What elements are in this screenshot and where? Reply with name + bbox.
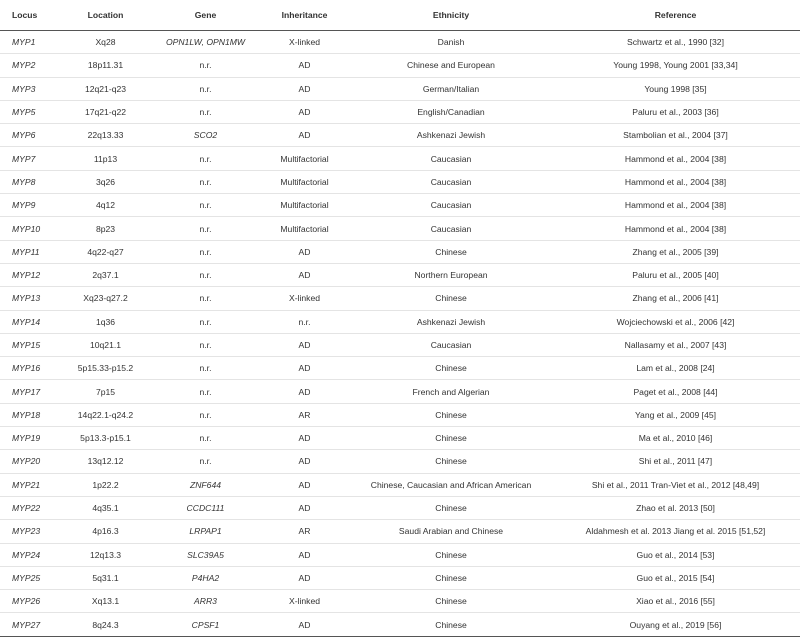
cell-ethnicity: Chinese xyxy=(351,287,551,310)
cell-reference: Hammond et al., 2004 [38] xyxy=(551,147,800,170)
cell-locus: MYP27 xyxy=(0,613,58,636)
cell-location: 1q36 xyxy=(58,310,153,333)
cell-inheritance: AR xyxy=(258,403,351,426)
cell-ethnicity: Chinese xyxy=(351,240,551,263)
cell-locus: MYP19 xyxy=(0,427,58,450)
cell-inheritance: Multifactorial xyxy=(258,170,351,193)
cell-inheritance: AD xyxy=(258,450,351,473)
table-row xyxy=(0,427,800,450)
table-row xyxy=(0,263,800,286)
cell-reference: Zhang et al., 2006 [41] xyxy=(551,287,800,310)
cell-reference: Paget et al., 2008 [44] xyxy=(551,380,800,403)
cell-locus: MYP3 xyxy=(0,77,58,100)
cell-locus: MYP7 xyxy=(0,147,58,170)
cell-ethnicity: Chinese, Caucasian and African American xyxy=(351,473,551,496)
cell-ethnicity: Chinese and European xyxy=(351,54,551,77)
cell-location: 10q21.1 xyxy=(58,333,153,356)
cell-gene: n.r. xyxy=(153,147,258,170)
cell-ethnicity: Northern European xyxy=(351,263,551,286)
cell-gene: SLC39A5 xyxy=(153,543,258,566)
cell-reference: Guo et al., 2015 [54] xyxy=(551,566,800,589)
cell-inheritance: AD xyxy=(258,543,351,566)
cell-location: 7p15 xyxy=(58,380,153,403)
table-row xyxy=(0,310,800,333)
cell-reference: Wojciechowski et al., 2006 [42] xyxy=(551,310,800,333)
cell-location: Xq28 xyxy=(58,31,153,54)
cell-locus: MYP8 xyxy=(0,170,58,193)
cell-location: 13q12.12 xyxy=(58,450,153,473)
table-row xyxy=(0,590,800,613)
table-row xyxy=(0,31,800,54)
cell-gene: n.r. xyxy=(153,333,258,356)
cell-gene: LRPAP1 xyxy=(153,520,258,543)
table-row xyxy=(0,566,800,589)
cell-reference: Aldahmesh et al. 2013 Jiang et al. 2015 [51,52] xyxy=(551,520,800,543)
table-row xyxy=(0,473,800,496)
cell-reference: Xiao et al., 2016 [55] xyxy=(551,590,800,613)
cell-reference: Young 1998 [35] xyxy=(551,77,800,100)
cell-inheritance: X-linked xyxy=(258,287,351,310)
cell-gene: n.r. xyxy=(153,77,258,100)
cell-inheritance: AD xyxy=(258,427,351,450)
cell-gene: n.r. xyxy=(153,194,258,217)
cell-reference: Shi et al., 2011 [47] xyxy=(551,450,800,473)
cell-ethnicity: Caucasian xyxy=(351,194,551,217)
cell-gene: OPN1LW, OPN1MW xyxy=(153,31,258,54)
cell-location: 5p15.33-p15.2 xyxy=(58,357,153,380)
cell-inheritance: AD xyxy=(258,357,351,380)
cell-reference: Guo et al., 2014 [53] xyxy=(551,543,800,566)
cell-reference: Hammond et al., 2004 [38] xyxy=(551,217,800,240)
cell-location: 4q35.1 xyxy=(58,496,153,519)
cell-reference: Nallasamy et al., 2007 [43] xyxy=(551,333,800,356)
cell-inheritance: AD xyxy=(258,333,351,356)
cell-ethnicity: Caucasian xyxy=(351,147,551,170)
table-row xyxy=(0,403,800,426)
cell-reference: Zhang et al., 2005 [39] xyxy=(551,240,800,263)
cell-ethnicity: Ashkenazi Jewish xyxy=(351,124,551,147)
cell-gene: SCO2 xyxy=(153,124,258,147)
cell-locus: MYP2 xyxy=(0,54,58,77)
cell-reference: Lam et al., 2008 [24] xyxy=(551,357,800,380)
header-ethnicity: Ethnicity xyxy=(351,0,551,31)
cell-location: 14q22.1-q24.2 xyxy=(58,403,153,426)
cell-locus: MYP10 xyxy=(0,217,58,240)
cell-ethnicity: Chinese xyxy=(351,613,551,636)
cell-locus: MYP15 xyxy=(0,333,58,356)
table-row xyxy=(0,217,800,240)
table-row xyxy=(0,380,800,403)
cell-gene: ARR3 xyxy=(153,590,258,613)
cell-inheritance: AR xyxy=(258,520,351,543)
cell-locus: MYP6 xyxy=(0,124,58,147)
table-row xyxy=(0,450,800,473)
cell-ethnicity: Chinese xyxy=(351,543,551,566)
cell-reference: Hammond et al., 2004 [38] xyxy=(551,170,800,193)
table-row xyxy=(0,496,800,519)
cell-ethnicity: Chinese xyxy=(351,450,551,473)
cell-inheritance: n.r. xyxy=(258,310,351,333)
cell-ethnicity: Caucasian xyxy=(351,333,551,356)
cell-locus: MYP17 xyxy=(0,380,58,403)
table-row xyxy=(0,240,800,263)
cell-location: 18p11.31 xyxy=(58,54,153,77)
cell-ethnicity: Saudi Arabian and Chinese xyxy=(351,520,551,543)
cell-gene: n.r. xyxy=(153,357,258,380)
cell-ethnicity: Danish xyxy=(351,31,551,54)
cell-reference: Stambolian et al., 2004 [37] xyxy=(551,124,800,147)
cell-location: 12q21-q23 xyxy=(58,77,153,100)
cell-ethnicity: Caucasian xyxy=(351,217,551,240)
cell-locus: MYP13 xyxy=(0,287,58,310)
cell-locus: MYP11 xyxy=(0,240,58,263)
cell-inheritance: AD xyxy=(258,54,351,77)
cell-locus: MYP26 xyxy=(0,590,58,613)
cell-inheritance: X-linked xyxy=(258,31,351,54)
cell-inheritance: AD xyxy=(258,380,351,403)
cell-locus: MYP18 xyxy=(0,403,58,426)
cell-reference: Shi et al., 2011 Tran-Viet et al., 2012 [48,49] xyxy=(551,473,800,496)
table-row xyxy=(0,520,800,543)
cell-locus: MYP1 xyxy=(0,31,58,54)
cell-inheritance: AD xyxy=(258,124,351,147)
cell-ethnicity: Chinese xyxy=(351,566,551,589)
table-row xyxy=(0,287,800,310)
table-row xyxy=(0,357,800,380)
table-row xyxy=(0,613,800,636)
cell-gene: CPSF1 xyxy=(153,613,258,636)
cell-locus: MYP24 xyxy=(0,543,58,566)
cell-reference: Hammond et al., 2004 [38] xyxy=(551,194,800,217)
cell-gene: n.r. xyxy=(153,287,258,310)
cell-gene: n.r. xyxy=(153,240,258,263)
cell-gene: n.r. xyxy=(153,100,258,123)
cell-gene: ZNF644 xyxy=(153,473,258,496)
cell-location: 1p22.2 xyxy=(58,473,153,496)
table-row xyxy=(0,147,800,170)
table-row xyxy=(0,54,800,77)
cell-ethnicity: Chinese xyxy=(351,496,551,519)
cell-inheritance: AD xyxy=(258,613,351,636)
cell-reference: Ouyang et al., 2019 [56] xyxy=(551,613,800,636)
cell-ethnicity: Chinese xyxy=(351,403,551,426)
cell-gene: n.r. xyxy=(153,450,258,473)
cell-location: 4p16.3 xyxy=(58,520,153,543)
cell-ethnicity: Ashkenazi Jewish xyxy=(351,310,551,333)
header-location: Location xyxy=(58,0,153,31)
table-row xyxy=(0,333,800,356)
cell-inheritance: AD xyxy=(258,240,351,263)
table-row xyxy=(0,194,800,217)
cell-ethnicity: Chinese xyxy=(351,357,551,380)
cell-ethnicity: Caucasian xyxy=(351,170,551,193)
cell-location: 4q12 xyxy=(58,194,153,217)
cell-gene: P4HA2 xyxy=(153,566,258,589)
cell-inheritance: Multifactorial xyxy=(258,217,351,240)
cell-inheritance: AD xyxy=(258,496,351,519)
table-row xyxy=(0,543,800,566)
cell-reference: Yang et al., 2009 [45] xyxy=(551,403,800,426)
cell-location: 11p13 xyxy=(58,147,153,170)
cell-locus: MYP25 xyxy=(0,566,58,589)
cell-location: 5p13.3-p15.1 xyxy=(58,427,153,450)
cell-inheritance: AD xyxy=(258,100,351,123)
cell-ethnicity: English/Canadian xyxy=(351,100,551,123)
table-row xyxy=(0,124,800,147)
cell-location: 3q26 xyxy=(58,170,153,193)
cell-locus: MYP20 xyxy=(0,450,58,473)
cell-inheritance: Multifactorial xyxy=(258,147,351,170)
header-reference: Reference xyxy=(551,0,800,31)
cell-location: Xq23-q27.2 xyxy=(58,287,153,310)
cell-gene: CCDC111 xyxy=(153,496,258,519)
cell-gene: n.r. xyxy=(153,170,258,193)
cell-ethnicity: Chinese xyxy=(351,590,551,613)
cell-inheritance: AD xyxy=(258,473,351,496)
table-row xyxy=(0,77,800,100)
cell-locus: MYP23 xyxy=(0,520,58,543)
cell-reference: Paluru et al., 2005 [40] xyxy=(551,263,800,286)
cell-gene: n.r. xyxy=(153,427,258,450)
cell-location: 22q13.33 xyxy=(58,124,153,147)
cell-ethnicity: German/Italian xyxy=(351,77,551,100)
cell-gene: n.r. xyxy=(153,263,258,286)
cell-locus: MYP9 xyxy=(0,194,58,217)
cell-inheritance: X-linked xyxy=(258,590,351,613)
cell-reference: Young 1998, Young 2001 [33,34] xyxy=(551,54,800,77)
cell-inheritance: AD xyxy=(258,566,351,589)
cell-inheritance: Multifactorial xyxy=(258,194,351,217)
cell-locus: MYP14 xyxy=(0,310,58,333)
cell-locus: MYP12 xyxy=(0,263,58,286)
cell-ethnicity: French and Algerian xyxy=(351,380,551,403)
cell-locus: MYP16 xyxy=(0,357,58,380)
cell-gene: n.r. xyxy=(153,54,258,77)
table-row xyxy=(0,100,800,123)
table-row xyxy=(0,170,800,193)
cell-location: 12q13.3 xyxy=(58,543,153,566)
header-locus: Locus xyxy=(0,0,58,31)
cell-locus: MYP21 xyxy=(0,473,58,496)
header-row xyxy=(0,0,800,31)
header-inheritance: Inheritance xyxy=(258,0,351,31)
cell-gene: n.r. xyxy=(153,217,258,240)
cell-location: 8p23 xyxy=(58,217,153,240)
cell-ethnicity: Chinese xyxy=(351,427,551,450)
cell-gene: n.r. xyxy=(153,310,258,333)
cell-reference: Paluru et al., 2003 [36] xyxy=(551,100,800,123)
cell-location: Xq13.1 xyxy=(58,590,153,613)
cell-inheritance: AD xyxy=(258,77,351,100)
cell-reference: Zhao et al. 2013 [50] xyxy=(551,496,800,519)
cell-reference: Schwartz et al., 1990 [32] xyxy=(551,31,800,54)
cell-location: 5q31.1 xyxy=(58,566,153,589)
header-gene: Gene xyxy=(153,0,258,31)
cell-gene: n.r. xyxy=(153,380,258,403)
cell-location: 17q21-q22 xyxy=(58,100,153,123)
cell-location: 2q37.1 xyxy=(58,263,153,286)
cell-location: 8q24.3 xyxy=(58,613,153,636)
cell-locus: MYP5 xyxy=(0,100,58,123)
cell-inheritance: AD xyxy=(258,263,351,286)
cell-location: 4q22-q27 xyxy=(58,240,153,263)
cell-reference: Ma et al., 2010 [46] xyxy=(551,427,800,450)
cell-locus: MYP22 xyxy=(0,496,58,519)
cell-gene: n.r. xyxy=(153,403,258,426)
